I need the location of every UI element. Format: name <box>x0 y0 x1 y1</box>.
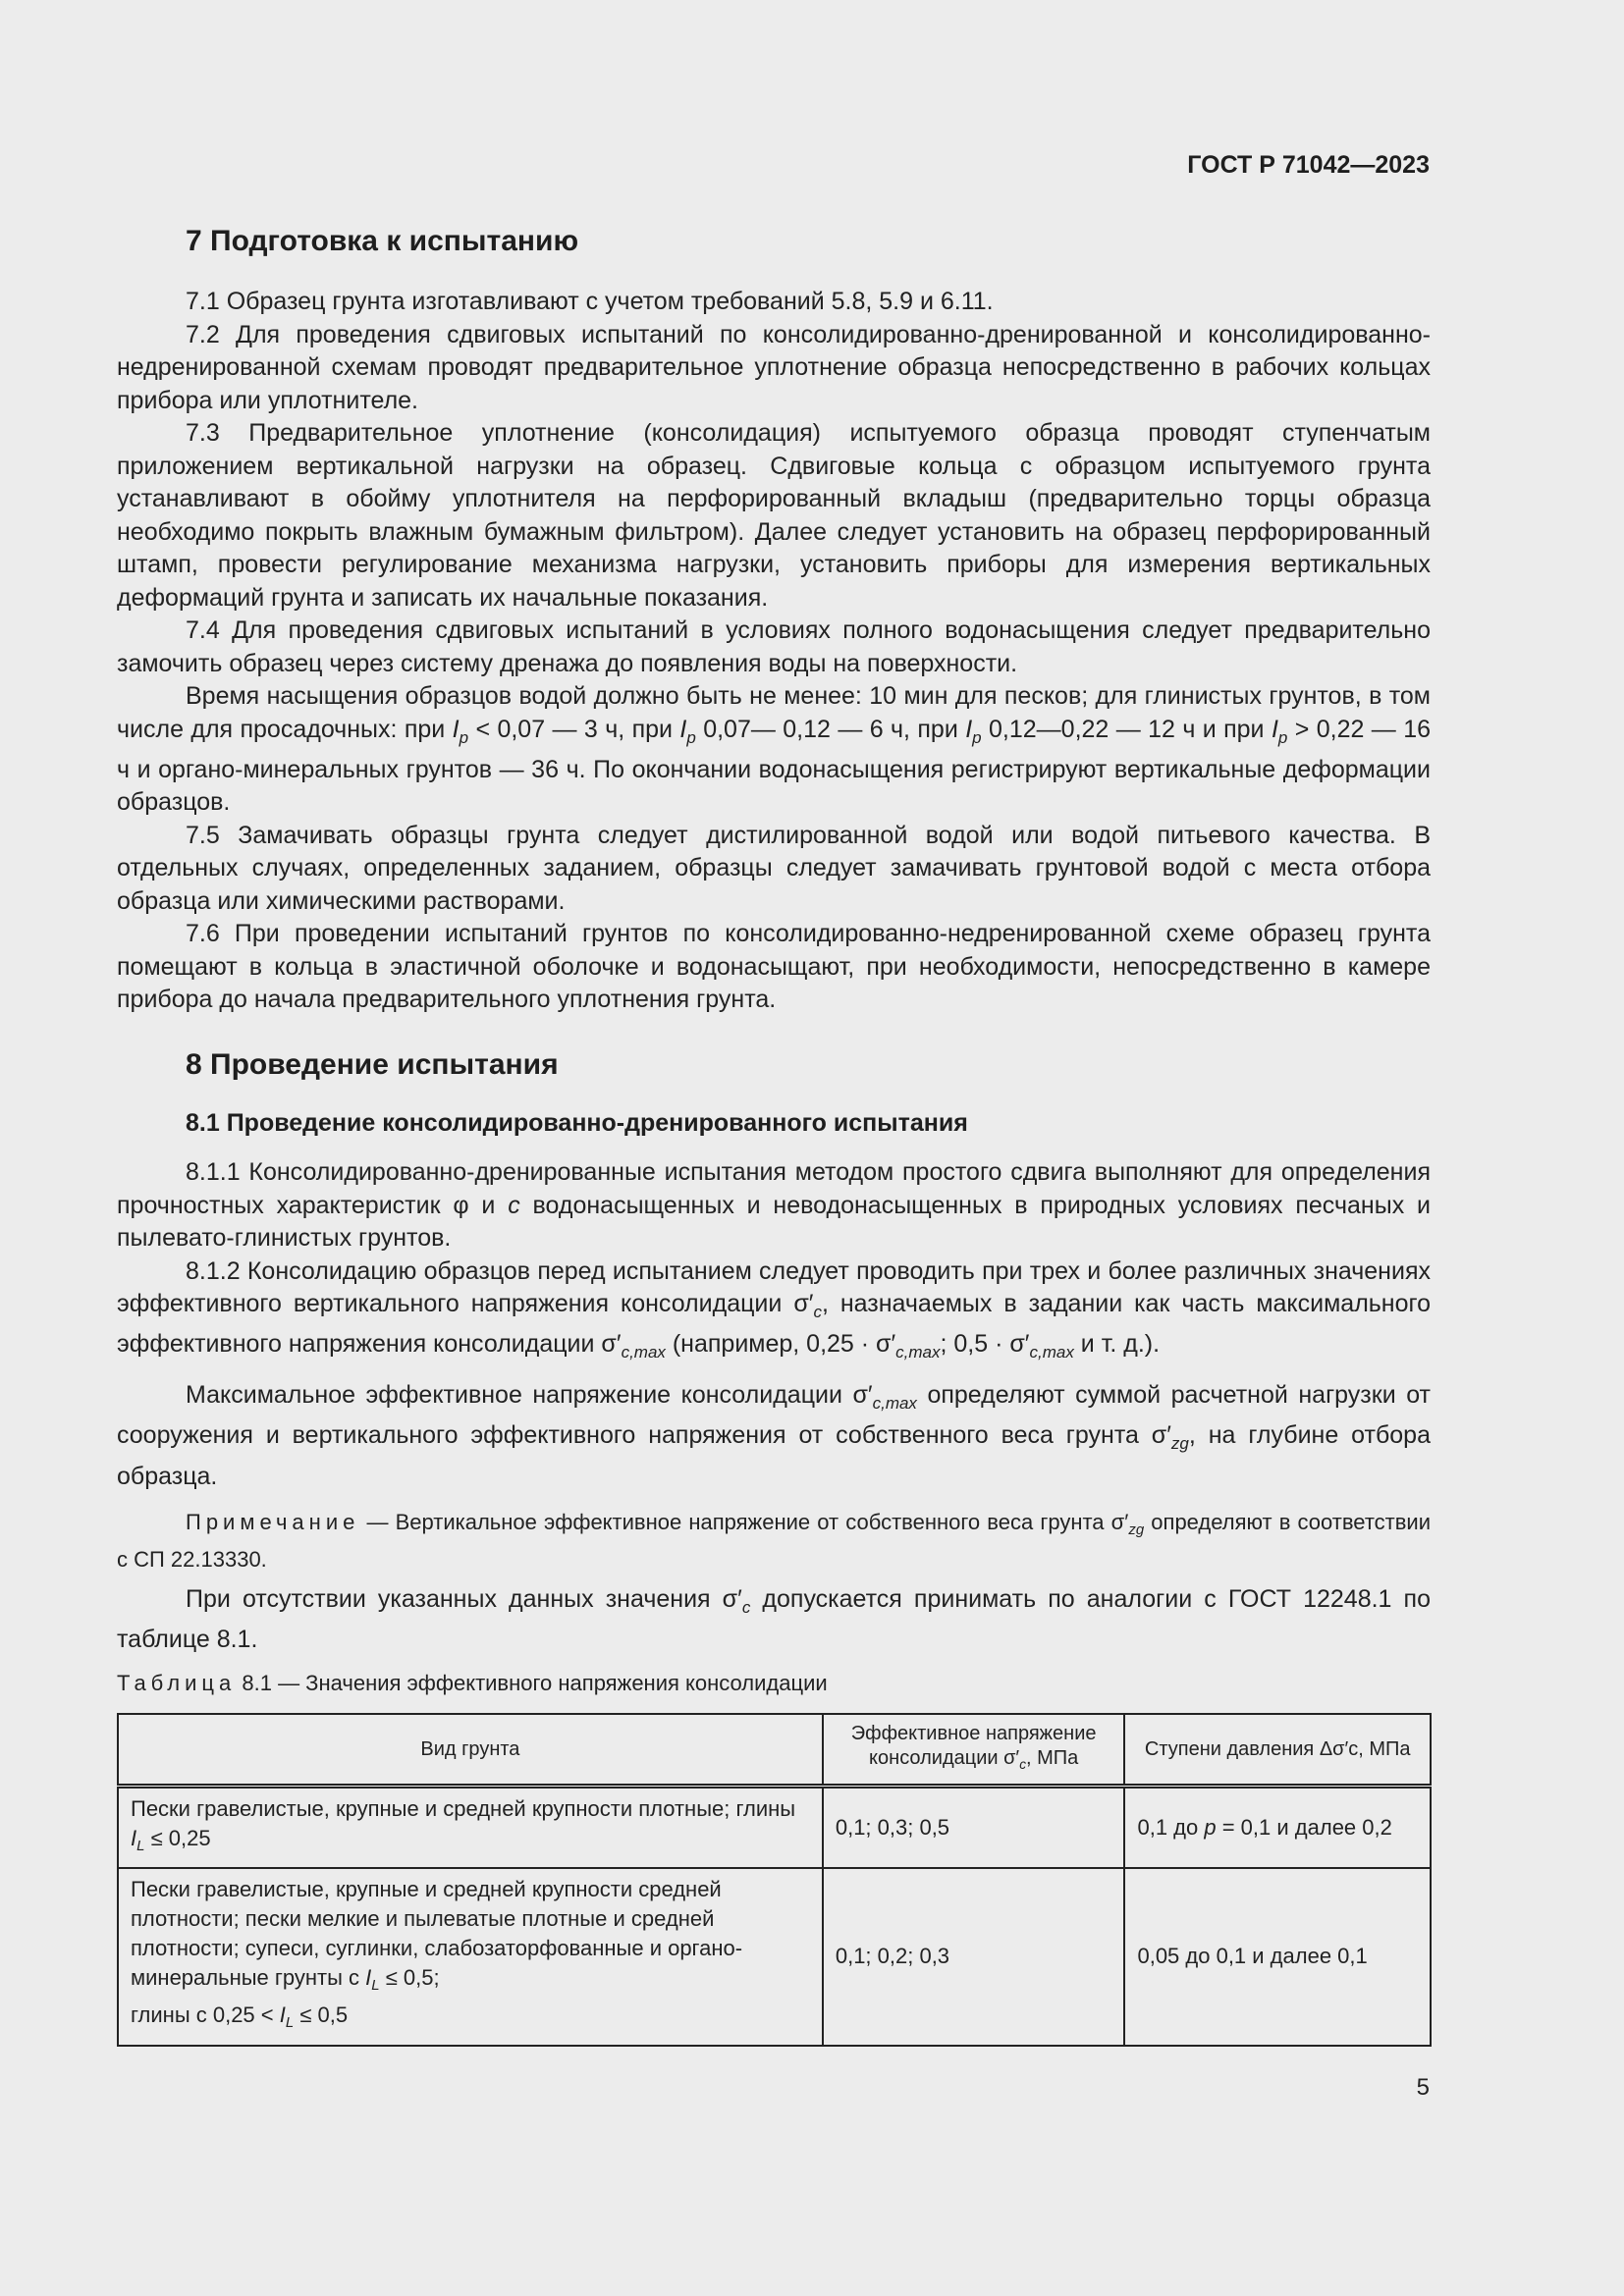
header-pressure-steps: Ступени давления Δσ′c, МПа <box>1124 1714 1431 1787</box>
note-label: Примечание <box>186 1510 360 1534</box>
document-code: ГОСТ Р 71042—2023 <box>1187 151 1430 179</box>
cell-effective-stress: 0,1; 0,2; 0,3 <box>823 1868 1125 2045</box>
para-7-5: 7.5 Замачивать образцы грунта следует дистилированной водой или водой питьевого качества. В отдельных случаях, определенных заданием, образцы следует замачивать грунтовой водой с места отбора образца или химическими растворами. <box>117 821 1431 915</box>
para-7-6: 7.6 При проведении испытаний грунтов по консолидированно-недренированной схеме образец грунта помещают в кольца в эластичной оболочке и водонасыщают, при необходимости, непосредственно в камере прибора до начала предварительного уплотнения грунта. <box>117 920 1431 1014</box>
table-caption: Таблица 8.1 — Значения эффективного напряжения консолидации <box>117 1671 828 1695</box>
para-7-4-saturation: Время насыщения образцов водой должно быть не менее: 10 мин для песков; для глинистых грунтов, в том числе для просадочных: при $I_p < 0,07$ — 3 ч, при $I_p$ 0,07— 0,12 — 6 ч, при $I_p$ 0,12—0,22 — 12 ч и при $I_p > 0,22$ — 16 ч и органо-минеральных грунтов — 36 ч. По окончании водонасыщения регистрируют вертикальные деформации образцов. <box>117 682 1432 817</box>
section-7-body <box>117 286 1431 1017</box>
subsection-8-1-title: 8.1 Проведение консолидированно-дренированного испытания <box>186 1109 968 1137</box>
para-7-2: 7.2 Для проведения сдвиговых испытаний по консолидированно-дренированной и консолидированно-недренированной схемам проводят предварительное уплотнение образца непосредственно в рабочих кольцах прибора или уплотнителе. <box>117 320 1431 414</box>
table-row <box>118 1787 1431 1869</box>
para-7-3: 7.3 Предварительное уплотнение (консолидация) испытуемого образца проводят ступенчатым приложением вертикальной нагрузки на образец. Сдвиговые кольца с образцом испытуемого грунта устанавливают в обойму уплотнителя на перфорированный вкладыш (предварительно торцы образца необходимо покрыть влажным бумажным фильтром). Далее следует установить на образец перфорированный штамп, провести регулирование механизма нагрузки, установить приборы для измерения вертикальных деформаций грунта и записать их начальные показания. <box>117 419 1431 612</box>
para-8-1-2: 8.1.2 Консолидацию образцов перед испытанием следует проводить при трех и более различных значениях эффективного вертикального напряжения консолидации $\sigma'_c$, назначаемых в задании как часть максимального эффективного напряжения консолидации $\sigma'_{c,max}$ (например, $0,25 \cdot \sigma'_{c,max}$; $0,5 \cdot \sigma'_{c,max}$ и т. д.). <box>117 1256 1431 1362</box>
para-8-1-1: 8.1.1 Консолидированно-дренированные испытания методом простого сдвига выполняют для определения прочностных характеристик φ и c водонасыщенных и неводонасыщенных в природных условиях песчаных и пылевато-глинистых грунтов. <box>117 1158 1431 1252</box>
cell-soil-type: Пески гравелистые, крупные и средней крупности средней плотности; пески мелкие и пылеватые плотные и средней плотности; супеси, суглинки, слабозаторфованные и органо-минеральные грунты с $I_L \le 0,5$; глины с $0,25 < I_L \le 0,5$ <box>118 1868 823 2045</box>
table-row <box>118 1868 1431 2045</box>
header-soil-type: Вид грунта <box>118 1714 823 1787</box>
section-8-body <box>117 1156 1431 1493</box>
cell-soil-type: Пески гравелистые, крупные и средней крупности плотные; глины $I_L \le 0,25$ <box>118 1787 823 1869</box>
para-absent-data: При отсутствии указанных данных значения $\sigma'_c$ допускается принимать по аналогии с ГОСТ 12248.1 по таблице 8.1. <box>117 1585 1431 1654</box>
cell-pressure-steps: 0,1 до р = 0,1 и далее 0,2 <box>1124 1787 1431 1869</box>
header-effective-stress: Эффективное напряжение консолидации $\sigma'_c$, МПа <box>823 1714 1125 1787</box>
note: Примечание — Вертикальное эффективное напряжение от собственного веса грунта $\sigma'_{zg}$ определяют в соответствии с СП 22.13330. <box>117 1510 1431 1573</box>
section-7-title: 7 Подготовка к испытанию <box>186 225 579 257</box>
para-7-4: 7.4 Для проведения сдвиговых испытаний в условиях полного водонасыщения следует предварительно замочить образец через систему дренажа до появления воды на поверхности. <box>117 616 1431 677</box>
para-7-1: 7.1 Образец грунта изготавливают с учетом требований 5.8, 5.9 и 6.11. <box>186 288 994 315</box>
table-8-1 <box>117 1713 1432 2047</box>
section-8-title: 8 Проведение испытания <box>186 1048 559 1081</box>
cell-effective-stress: 0,1; 0,3; 0,5 <box>823 1787 1125 1869</box>
para-absent-data-block <box>117 1583 1431 1657</box>
cell-pressure-steps: 0,05 до 0,1 и далее 0,1 <box>1124 1868 1431 2045</box>
para-max-stress: Максимальное эффективное напряжение консолидации $\sigma'_{c,max}$ определяют суммой расчетной нагрузки от сооружения и вертикального эффективного напряжения от собственного веса грунта $\sigma'_{zg}$, на глубине отбора образца. <box>117 1380 1431 1490</box>
table-header-row <box>118 1714 1431 1787</box>
page-number: 5 <box>1416 2074 1430 2101</box>
